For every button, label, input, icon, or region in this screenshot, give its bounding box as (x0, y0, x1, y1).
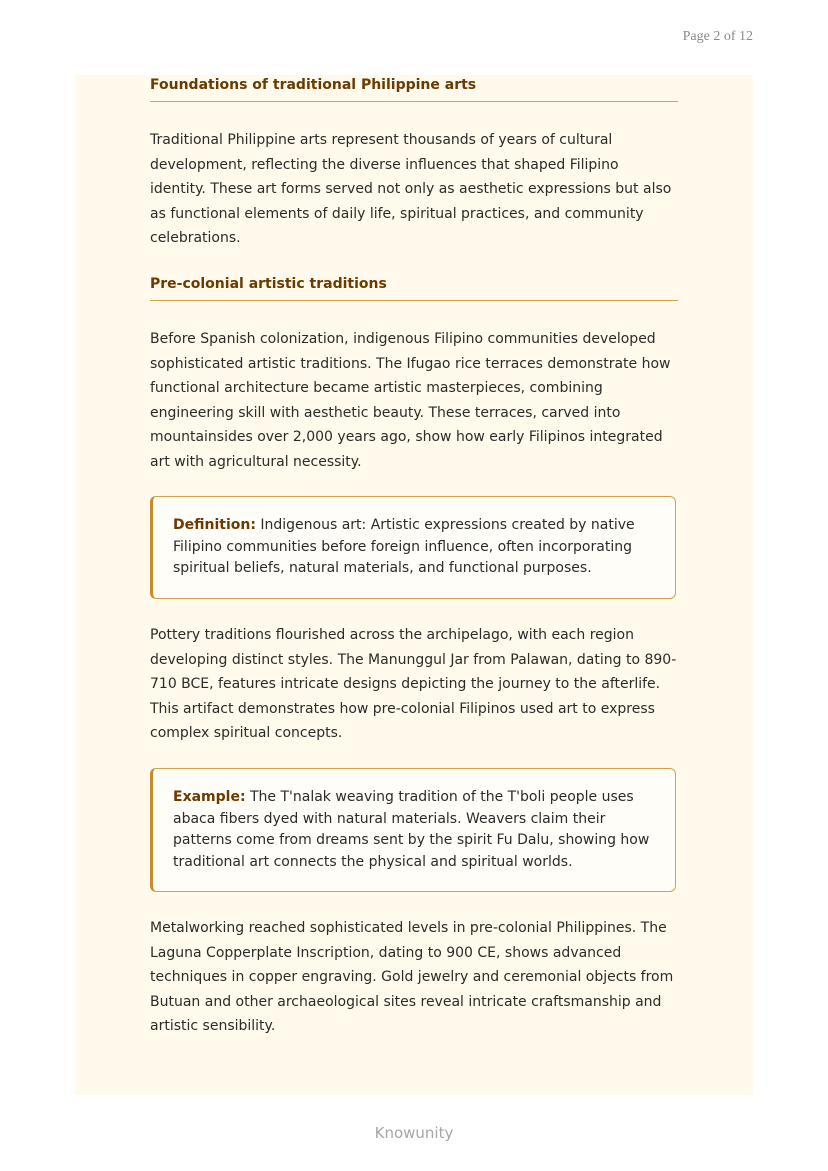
paragraph-pottery: Pottery traditions flourished across the archipelago, with each region developing distinct styles. The Manunggul Jar from Palawan, dating to 890-710 BCE, features intricate designs depicting the journey to the afterlife. This artifact demonstrates how pre-colonial Filipinos used art to express complex spiritual concepts. (150, 627, 677, 742)
brand-footer: Knowunity (374, 1124, 454, 1142)
page-indicator: Page 2 of 12 (682, 29, 753, 44)
definition-label: Definition: (173, 517, 256, 533)
paragraph-metalworking: Metalworking reached sophisticated levels in pre-colonial Philippines. The Laguna Copperplate Inscription, dating to 900 CE, shows advanced techniques in copper engraving. Gold jewelry and ceremonial objects from Butuan and other archaeological sites reveal intricate craftsmanship and artistic sensibility. (150, 920, 674, 1035)
paragraph-metalworking-wrap (150, 916, 678, 1039)
paragraph-pottery-wrap (150, 623, 678, 746)
paragraph-terraces: Before Spanish colonization, indigenous Filipino communities developed sophisticated artistic traditions. The Ifugao rice terraces demonstrate how functional architecture became artistic masterpieces, combining engineering skill with aesthetic beauty. These terraces, carved into mountainsides over 2,000 years ago, show how early Filipinos integrated art with agricultural necessity. (150, 331, 671, 470)
paragraph-intro: Traditional Philippine arts represent thousands of years of cultural development, reflecting the diverse influences that shaped Filipino identity. These art forms served not only as aesthetic expressions but also as functional elements of daily life, spiritual practices, and community celebrations. (150, 132, 672, 247)
paragraph-terraces-wrap (150, 327, 678, 475)
example-text (173, 787, 655, 873)
definition-box (150, 496, 676, 599)
heading-precolonial: Pre-colonial artistic traditions (150, 276, 678, 301)
section-precolonial (150, 276, 678, 301)
document-sheet (75, 75, 753, 1095)
definition-text (173, 515, 655, 580)
example-box (150, 768, 676, 892)
definition-body: Indigenous art: Artistic expressions created by native Filipino communities before foreign influence, often incorporating spiritual beliefs, natural materials, and functional purposes. (173, 517, 635, 576)
section-foundations (150, 77, 678, 102)
example-body: The T'nalak weaving tradition of the T'boli people uses abaca fibers dyed with natural materials. Weavers claim their patterns come from dreams sent by the spirit Fu Dalu, showing how traditional art connects the physical and spiritual worlds. (173, 789, 650, 870)
heading-foundations: Foundations of traditional Philippine arts (150, 77, 678, 102)
example-label: Example: (173, 789, 246, 805)
paragraph-intro-wrap (150, 128, 678, 251)
